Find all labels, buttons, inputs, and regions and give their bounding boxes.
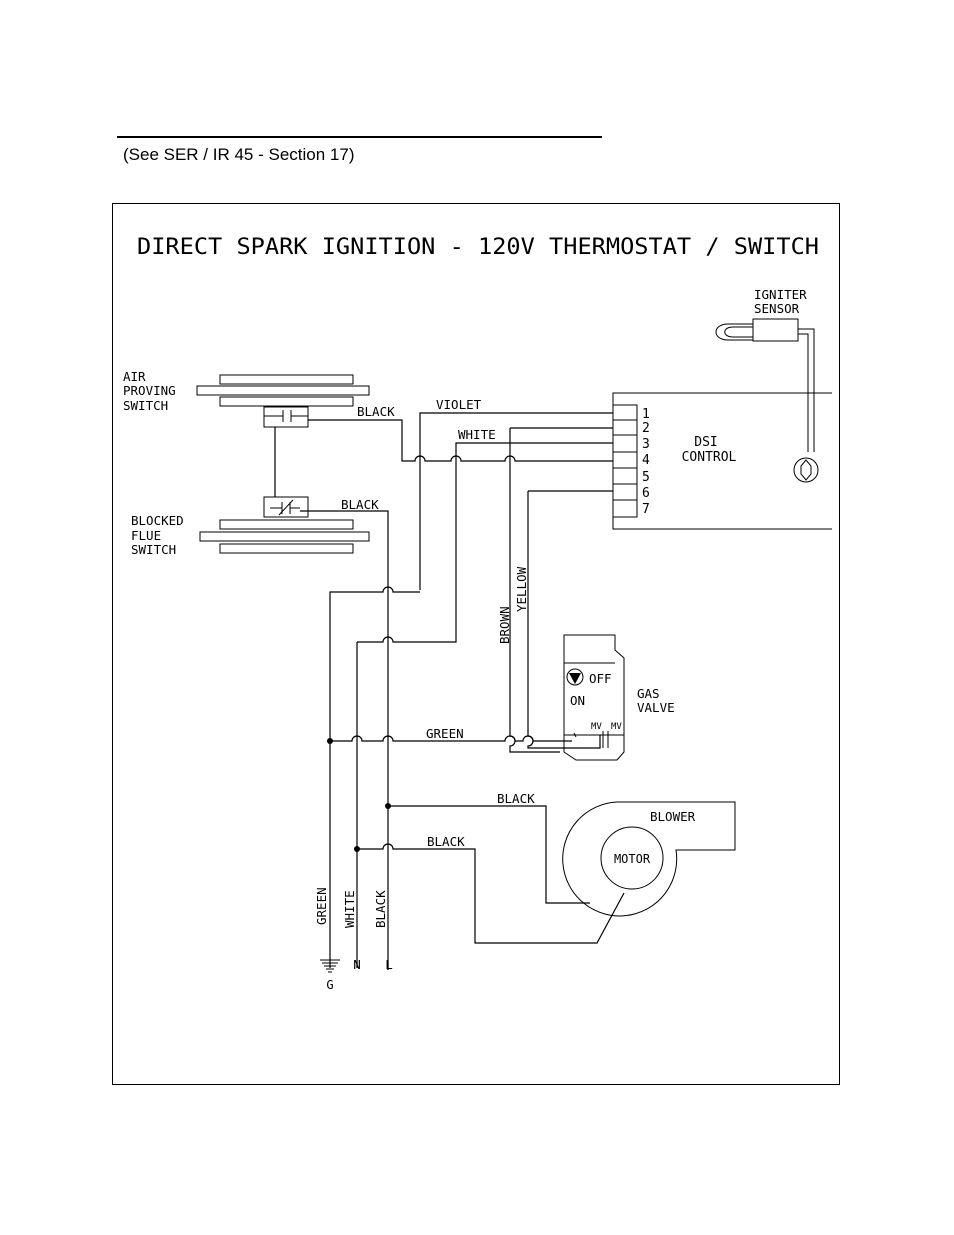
- sensor-label: SENSOR: [754, 301, 800, 316]
- gas-valve-on-label: ON: [570, 693, 586, 708]
- bfs-label-1: BLOCKED: [131, 513, 184, 528]
- terminal-4: 4: [642, 453, 650, 468]
- bfs-label-2: FLUE: [131, 528, 162, 543]
- gas-label: GAS: [637, 686, 660, 701]
- wire-label-violet: VIOLET: [436, 397, 482, 412]
- wire-label-black-blower1: BLACK: [497, 791, 535, 806]
- wiring: [275, 413, 624, 970]
- wire-label-green-mid: GREEN: [426, 726, 464, 741]
- wire-label-brown: BROWN: [497, 606, 512, 644]
- line-terminal-label: L: [385, 957, 393, 972]
- wire-label-green-main: GREEN: [314, 887, 329, 925]
- wire-label-yellow: YELLOW: [514, 566, 529, 612]
- terminal-2: 2: [642, 421, 650, 436]
- dsi-label: DSI: [694, 435, 718, 450]
- aps-label-2: PROVING: [123, 383, 176, 398]
- diagram-title: DIRECT SPARK IGNITION - 120V THERMOSTAT / SWITCH: [137, 235, 819, 260]
- gas-valve-mv2-label: MV: [611, 722, 622, 732]
- dsi-terminal-numbers: [642, 407, 650, 517]
- aps-label-3: SWITCH: [123, 398, 169, 413]
- valve-label: VALVE: [637, 700, 675, 715]
- blower-label: BLOWER: [650, 809, 696, 824]
- wire-label-black-aps: BLACK: [357, 404, 395, 419]
- terminal-7: 7: [642, 502, 650, 517]
- aps-label-1: AIR: [123, 369, 146, 384]
- gas-valve-mv1-label: MV: [591, 722, 602, 732]
- junction-dots: [327, 738, 391, 852]
- igniter-label: IGNITER: [754, 287, 807, 302]
- terminal-6: 6: [642, 486, 650, 501]
- ground-terminal-label: G: [326, 978, 334, 992]
- wire-label-black-main: BLACK: [373, 890, 388, 928]
- terminal-3: 3: [642, 437, 650, 452]
- bfs-label-3: SWITCH: [131, 542, 177, 557]
- gas-valve-off-label: OFF: [589, 671, 612, 686]
- terminal-1: 1: [642, 407, 650, 422]
- section-reference: (See SER / IR 45 - Section 17): [123, 145, 355, 164]
- terminal-5: 5: [642, 470, 650, 485]
- control-label: CONTROL: [681, 450, 737, 465]
- wire-label-black-bfs: BLACK: [341, 497, 379, 512]
- air-proving-switch-icon: [197, 375, 369, 427]
- wire-label-white-main: WHITE: [342, 890, 357, 928]
- neutral-terminal-label: N: [353, 957, 361, 972]
- wire-label-black-blower2: BLACK: [427, 834, 465, 849]
- wire-label-white-top: WHITE: [458, 427, 496, 442]
- motor-label: MOTOR: [613, 852, 651, 866]
